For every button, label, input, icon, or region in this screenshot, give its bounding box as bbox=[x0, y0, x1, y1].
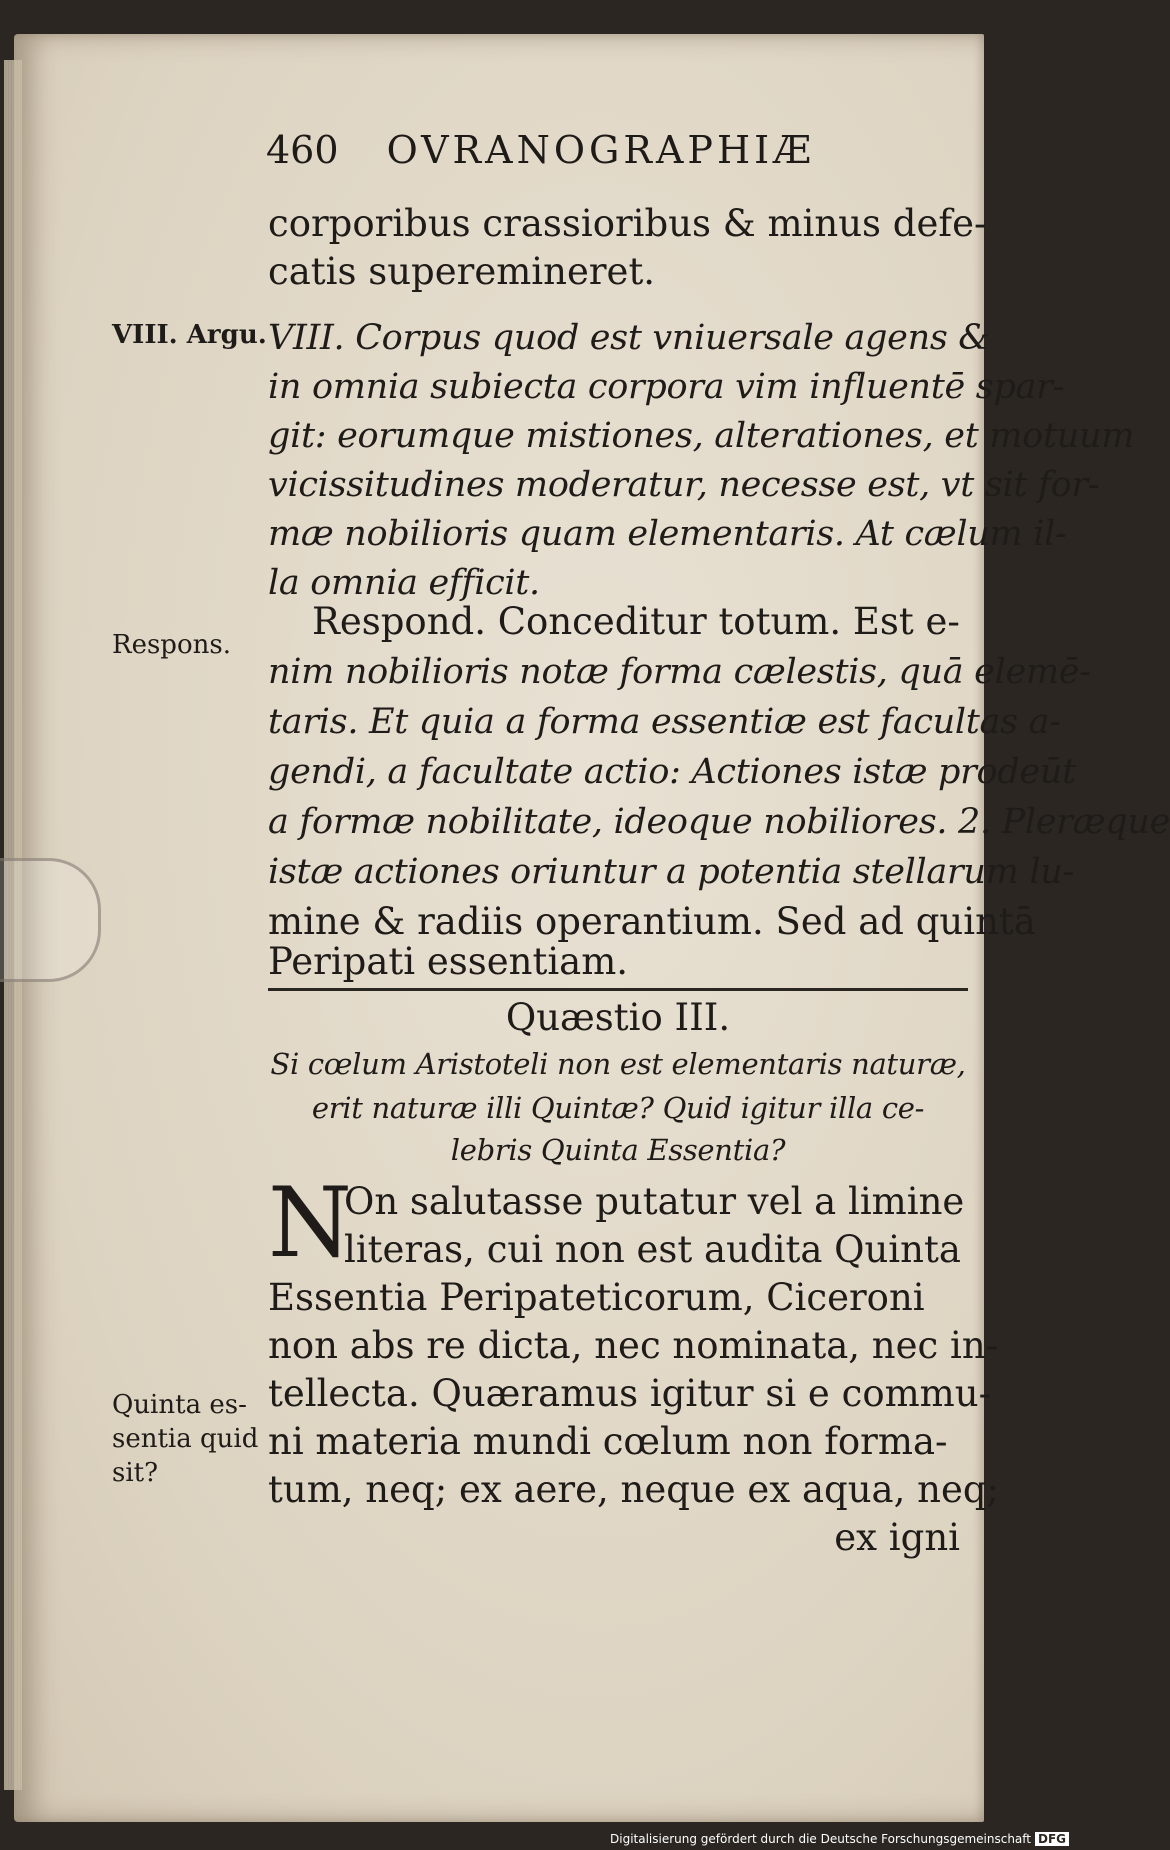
text-line: la omnia efficit. bbox=[268, 563, 540, 603]
text-line: Peripati essentiam. bbox=[268, 940, 629, 983]
text-line: Respond. Conceditur totum. Est e- bbox=[312, 600, 960, 643]
running-title: OVRANOGRAPHIÆ bbox=[386, 128, 816, 172]
running-header bbox=[266, 128, 815, 172]
text-line: nim nobilioris notæ forma cælestis, quā elemē- bbox=[268, 652, 1091, 692]
quaestio-line: Si cœlum Aristoteli non est elementaris naturæ, bbox=[270, 1047, 966, 1081]
paper-clip bbox=[0, 858, 101, 982]
margin-note-quinta: Quinta es- bbox=[112, 1390, 247, 1420]
text-line: mæ nobilioris quam elementaris. At cælum il- bbox=[268, 514, 1067, 554]
text-line: istæ actiones oriuntur a potentia stellarum lu- bbox=[268, 852, 1075, 892]
quaestio-line: erit naturæ illi Quintæ? Quid igitur illa ce- bbox=[311, 1091, 925, 1125]
margin-note-quinta: sit? bbox=[112, 1458, 159, 1488]
text-line: Essentia Peripateticorum, Ciceroni bbox=[268, 1276, 925, 1319]
section-rule bbox=[268, 988, 968, 991]
text-line: ni materia mundi cœlum non forma- bbox=[268, 1420, 948, 1463]
text-line: catis superemineret. bbox=[268, 250, 656, 293]
text-line: gendi, a facultate actio: Actiones istæ prodeūt bbox=[268, 752, 1076, 792]
text-line: in omnia subiecta corpora vim influentē spar- bbox=[268, 367, 1065, 407]
text-line: git: eorumque mistiones, alterationes, et motuum bbox=[268, 416, 1135, 456]
text-line: literas, cui non est audita Quinta bbox=[344, 1228, 961, 1271]
text-line: a formæ nobilitate, ideoque nobiliores. 2. Pleræque bbox=[268, 802, 1170, 842]
margin-note-respons: Respons. bbox=[112, 630, 231, 660]
quaestio-heading: Quæstio III. bbox=[505, 996, 731, 1039]
text-line: VIII. Corpus quod est vniuersale agens & bbox=[268, 318, 990, 358]
text-line: On salutasse putatur vel a limine bbox=[344, 1180, 965, 1223]
text-line: non abs re dicta, nec nominata, nec in- bbox=[268, 1324, 999, 1367]
margin-note-quinta: sentia quid bbox=[112, 1424, 259, 1454]
text-line: tum, neq; ex aere, neque ex aqua, neq; bbox=[268, 1468, 999, 1511]
text-line: corporibus crassioribus & minus defe- bbox=[268, 202, 987, 245]
margin-note-argu: VIII. Argu. bbox=[112, 320, 267, 350]
text-line: tellecta. Quæramus igitur si e commu- bbox=[268, 1372, 992, 1415]
dfg-logo: DFG bbox=[1035, 1832, 1069, 1846]
text-line: vicissitudines moderatur, necesse est, vt sit for- bbox=[268, 465, 1100, 505]
credit-text: Digitalisierung gefördert durch die Deutsche Forschungsgemeinschaft bbox=[610, 1832, 1032, 1846]
digitization-credit bbox=[610, 1832, 1069, 1846]
catchword: ex igni bbox=[834, 1516, 960, 1559]
quaestio-line: lebris Quinta Essentia? bbox=[450, 1133, 786, 1167]
text-line: taris. Et quia a forma essentiæ est facultas a- bbox=[268, 702, 1061, 742]
page-number: 460 bbox=[266, 128, 339, 172]
text-line: mine & radiis operantium. Sed ad quintā bbox=[268, 900, 1036, 943]
drop-cap: N bbox=[268, 1167, 352, 1279]
